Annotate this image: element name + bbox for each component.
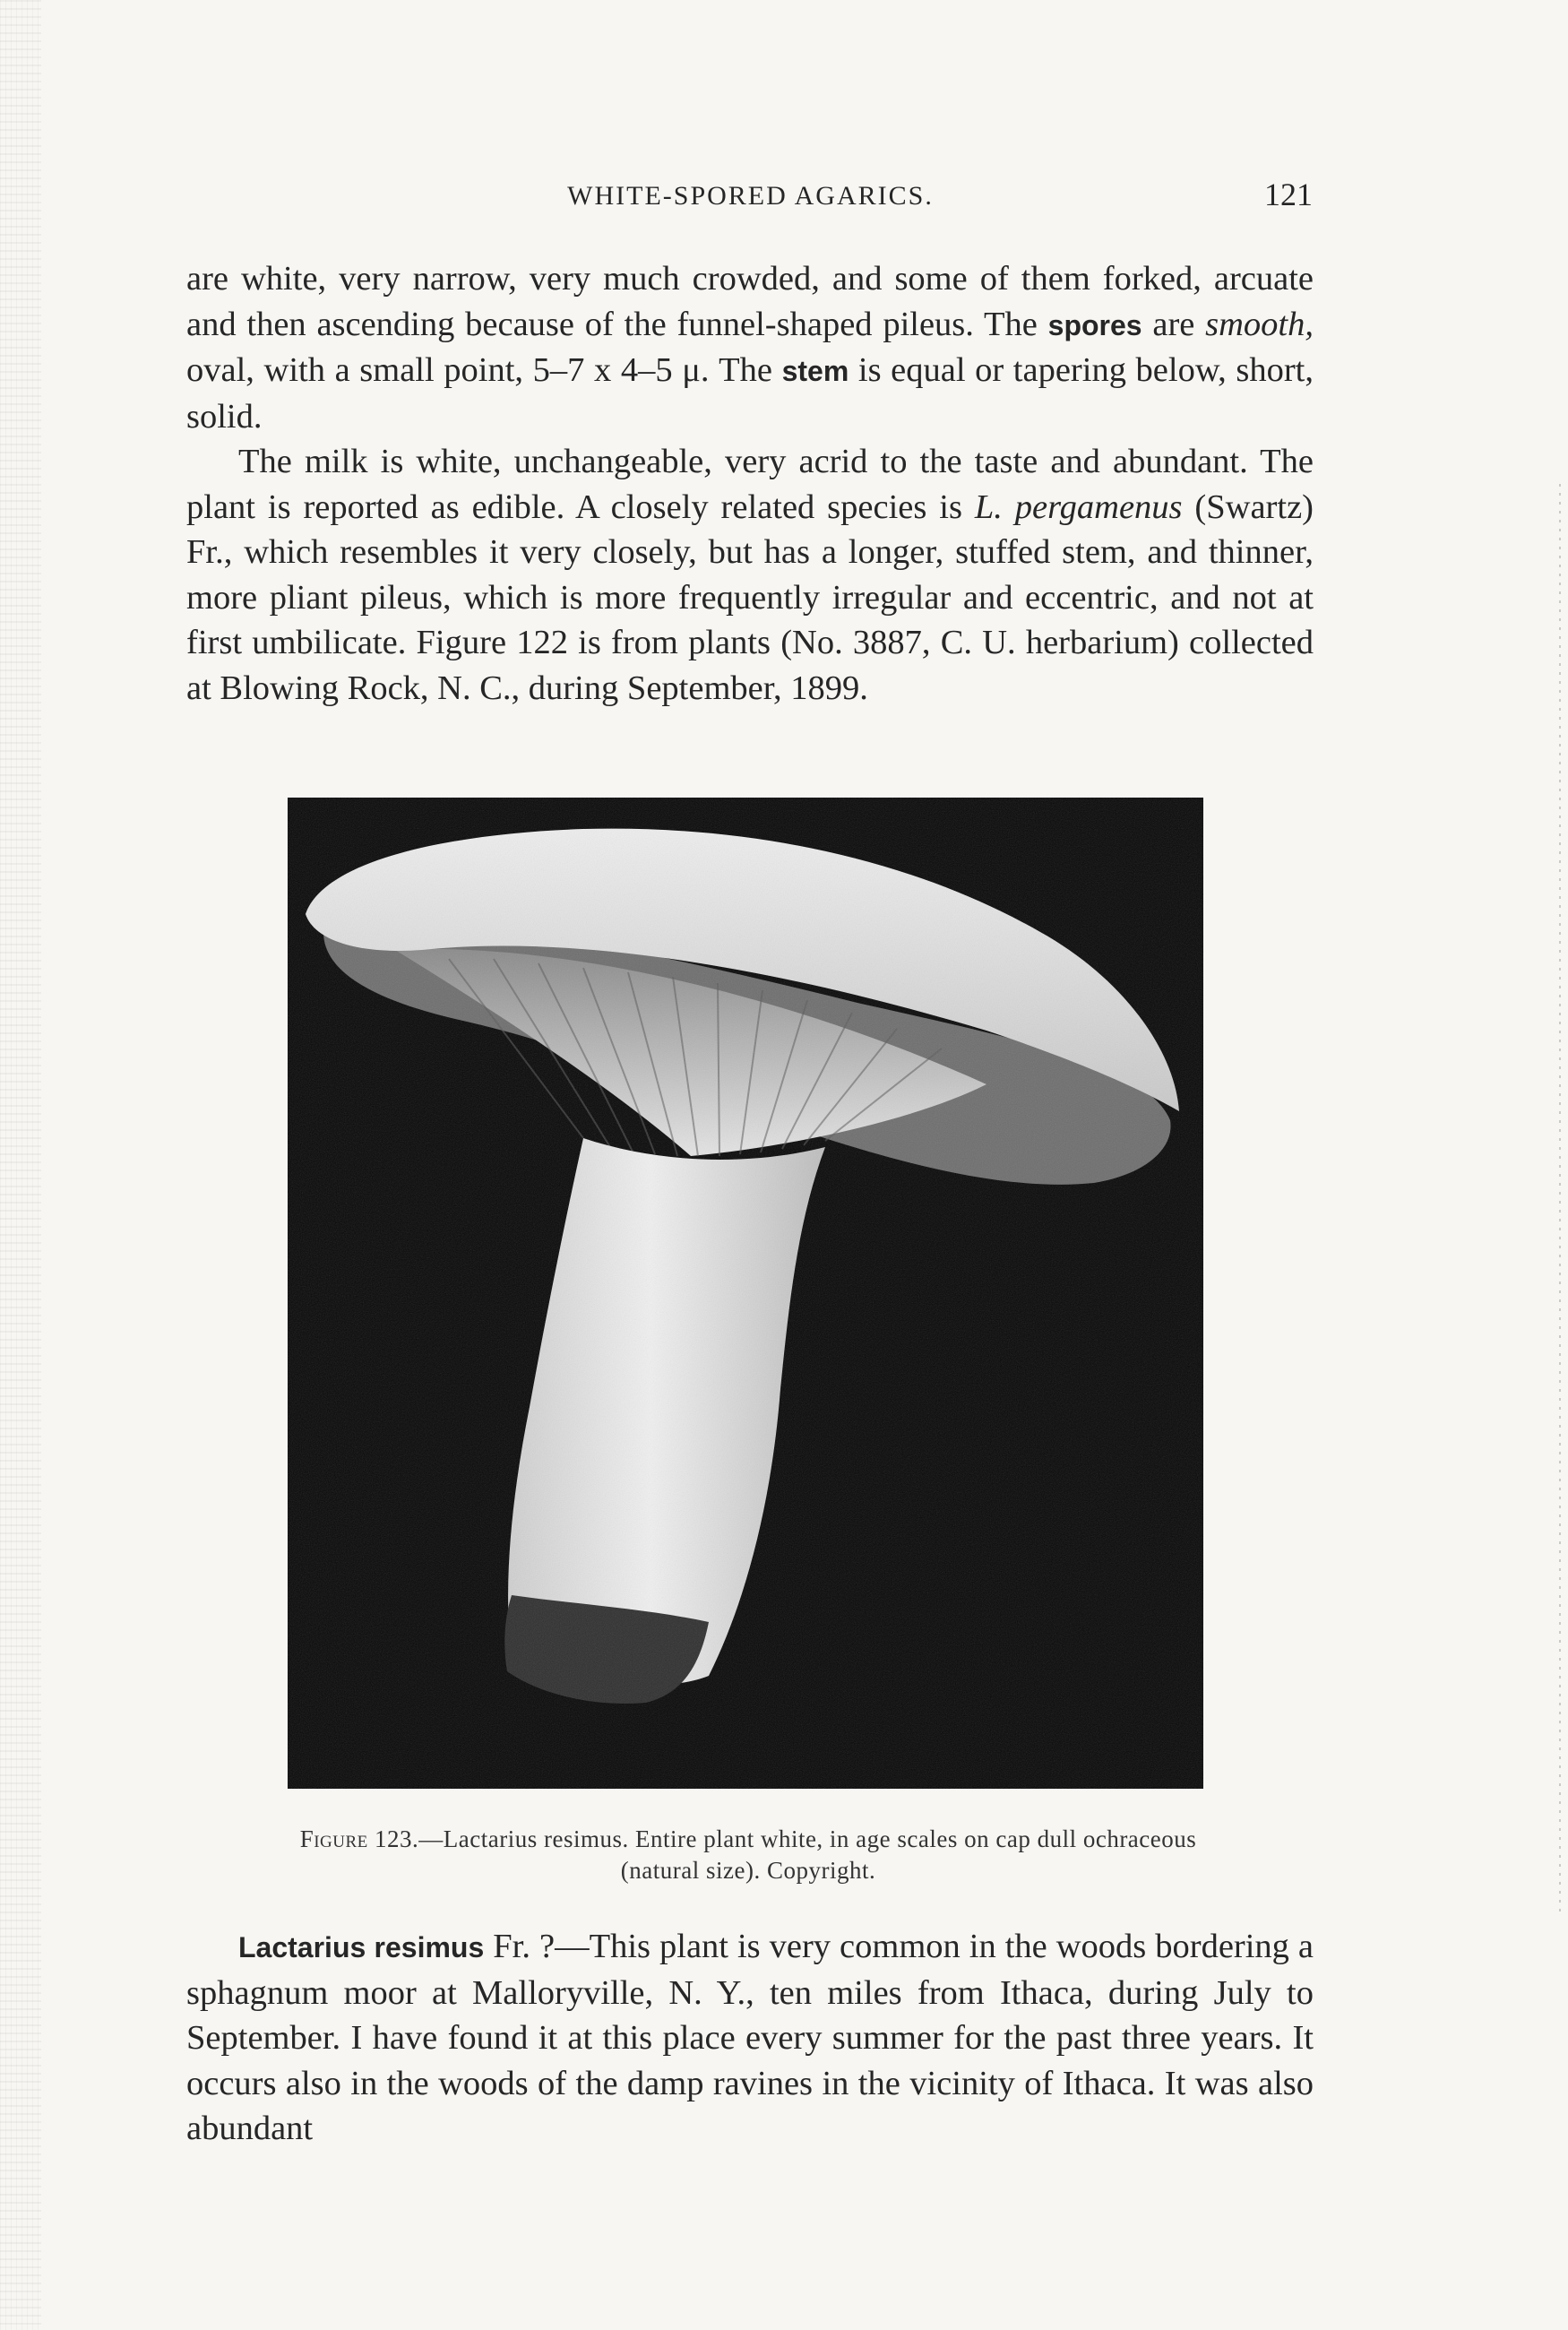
paragraph-1-text: oval, with a small point, 5–7 x 4–5 μ. The [186,351,782,389]
paragraph-2-text: (Swartz) Fr., which resembles it very closely, but has a longer, stuffed stem, and thinner, more pliant pileus, which is more frequently irregular and eccentric, and not at first umbilicate. Figure 122 is from plants (No. 3887, C. U. herbarium) collected at Blowing Rock, N. C., during September, 1899. [186,488,1314,707]
running-title: WHITE-SPORED AGARICS. [567,181,934,211]
scan-edge-left [0,0,41,2330]
mushroom-photograph [288,798,1203,1789]
figure-label: Figure 123. [299,1825,419,1852]
paragraph-3-text: Fr. ?—This plant is very common in the woods bordering a sphagnum moor at Malloryville, N. Y., ten miles from Ithaca, during July to September. I have found it at this place every summer for the past three years. It occurs also in the woods of the damp ravines in the vicinity of Ithaca. It was also abundant [186,1928,1314,2147]
term-spores: spores [1047,308,1142,341]
species-name: L. pergamenus [974,488,1183,526]
paragraph-1-text: are [1142,305,1206,343]
species-heading: Lactarius resimus [238,1931,485,1963]
term-smooth: smooth, [1205,305,1314,343]
paragraph-1 [186,256,1314,439]
page-number: 121 [1264,177,1313,212]
figure-caption-text: —Lactarius resimus. Entire plant white, in age scales on cap dull ochraceous (natural size). Copyright. [418,1825,1197,1884]
mushroom-illustration [288,798,1203,1789]
lower-text [186,1924,1314,2152]
term-stem: stem [781,355,849,387]
paragraph-2 [186,439,1314,711]
upper-text [186,256,1314,711]
figure-caption [269,1824,1228,1886]
paragraph-2-text: The milk is white, unchangeable, very acrid to the taste and abundant. The plant is reported as edible. A closely related species is [186,443,1314,526]
paragraph-1-text: are white, very narrow, very much crowded, and some of them forked, arcuate and then ascending because of the funnel-shaped pileus. The [186,260,1314,343]
paragraph-1-text: is equal or tapering below, short, solid. [186,351,1314,436]
running-head [188,176,1313,219]
paragraph-3 [186,1924,1314,2152]
scan-edge-right [1559,484,1561,1918]
